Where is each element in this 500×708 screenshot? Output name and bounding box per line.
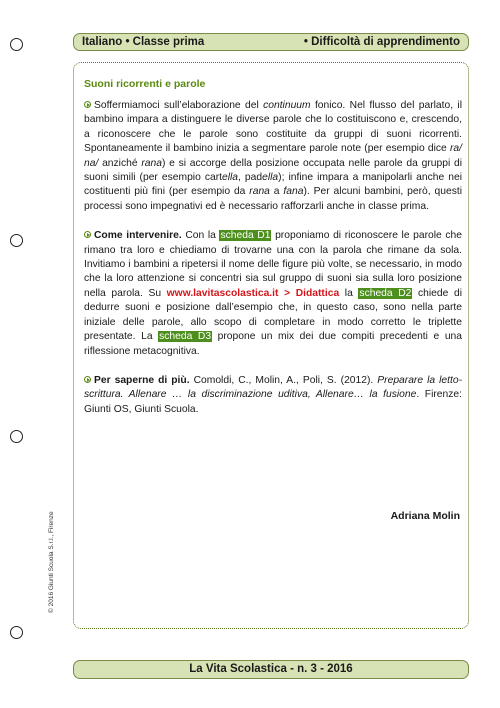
website-link[interactable]: www.lavitascolastica.it > Didattica (166, 287, 340, 299)
scheda-d2-tag: scheda D2 (359, 287, 412, 299)
binder-hole-4 (10, 626, 23, 639)
scheda-d3-tag: scheda D3 (159, 331, 212, 343)
scheda-d1-tag: scheda D1 (220, 230, 271, 242)
section-title: Suoni ricorrenti e parole (84, 78, 206, 90)
author-signature: Adriana Molin (390, 510, 460, 522)
copyright-notice: © 2016 Giunti Scuola S.r.l., Firenze (48, 511, 55, 613)
page-header (73, 33, 469, 51)
binder-hole-1 (10, 38, 23, 51)
page-footer: La Vita Scolastica - n. 3 - 2016 (73, 660, 469, 679)
header-topic: • Difficoltà di apprendimento (303, 36, 460, 48)
bullet-arrow-icon (84, 376, 91, 383)
paragraph-intro: Soffermiamoci sull’elaborazione del continuum fonico. Nel flusso del parlato, il bambino impara a distinguere le diverse parole che lo costituiscono e, crescendo, a riconoscere che le parole sono costituite da gruppi di suoni ricorrenti. Spontaneamente il bambino inizia a segmentare parole note (per esempio dice ra/ na/ anziché rana) e si accorge della posizione occupata nelle parole da gruppi di suoni simili (per esempio cartella, padella); infine impara a manipolarli anche nei costituenti più fini (per esempio da rana a fana). Per alcuni bambini, però, questi processi sono impegnativi ed è necessario rafforzarli anche in classe prima. (84, 100, 463, 212)
binder-hole-2 (10, 234, 23, 247)
paragraph-come-intervenire: Come intervenire. Con la scheda D1 proponiamo di riconoscere le parole che rimano tra loro e chiediamo di trovarne una con la parola che rimane da sola. Invitiamo i bambini a ripetersi il nome delle figure più volte, se necessario, in modo che la loro attenzione si concentri sia sul gruppo di suoni sia sulla loro posizione nella parola. Su www.lavitascolastica.it > Didattica la scheda D2 chiede di dedurre suoni e posizione dall’esempio che, in questo caso, sono nella parte iniziale delle parole, allo scopo di completare in modo corretto le triplette presentate. La scheda D3 propone un mix dei due compiti precedenti e una riflessione metacognitiva. (84, 230, 463, 357)
binder-hole-3 (10, 430, 23, 443)
article-body (84, 99, 462, 432)
bullet-arrow-icon (84, 231, 91, 238)
bullet-arrow-icon (84, 101, 91, 108)
header-subject: Italiano • Classe prima (82, 36, 205, 48)
paragraph-per-saperne: Per saperne di più. Comoldi, C., Molin, A., Poli, S. (2012). Preparare la letto-scrittura. Allenare … la discriminazione uditiva, Allenare… la fusione. Firenze: Giunti OS, Giunti Scuola. (84, 374, 463, 415)
